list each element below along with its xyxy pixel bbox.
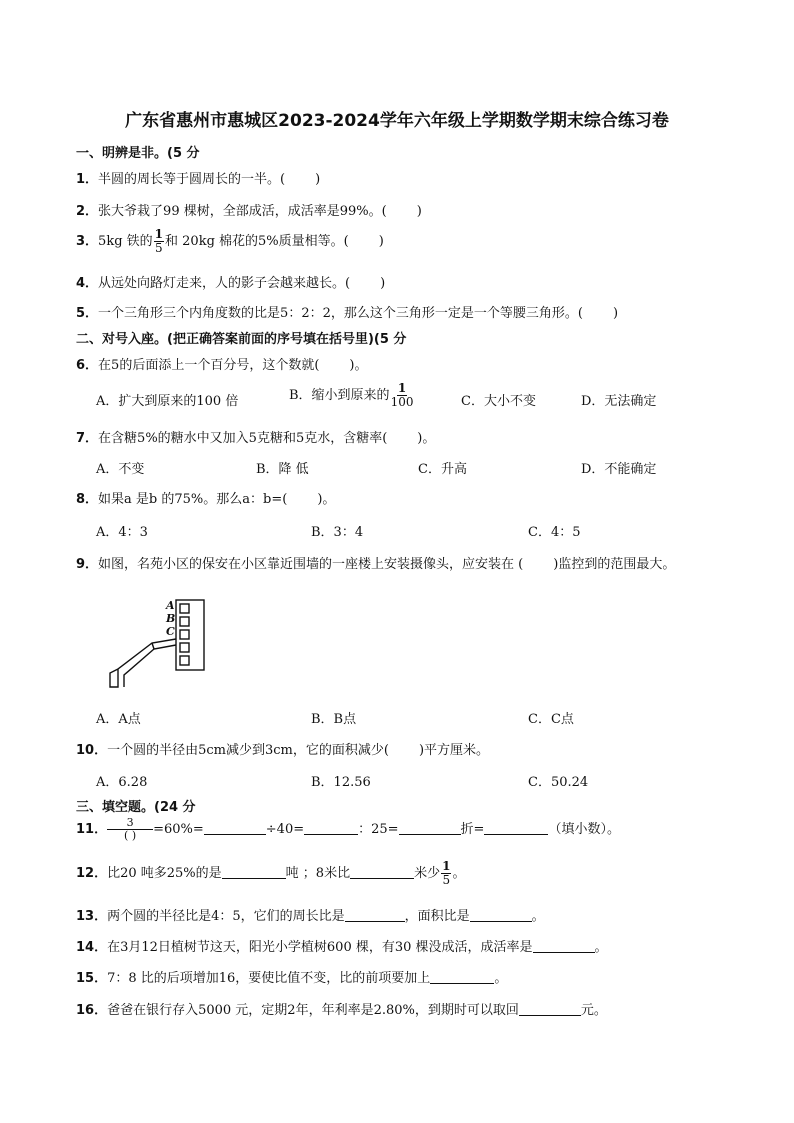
- text-part: =60%=: [153, 822, 204, 837]
- question-end: ): [378, 234, 384, 249]
- option-a: A．A点: [96, 712, 141, 727]
- section-heading-1: 一、明辨是非。(5 分: [76, 146, 200, 161]
- building-camera-figure: [100, 595, 220, 695]
- option-c: C．4：5: [528, 525, 581, 540]
- answer-blank[interactable]: [304, 822, 358, 835]
- question-text-pre: 5kg 铁的: [98, 234, 153, 249]
- point-label-b: B: [166, 612, 176, 625]
- question-9: [76, 553, 675, 572]
- option-c: C．升高: [418, 462, 467, 477]
- text-part: （填小数）。: [548, 822, 620, 837]
- question-text: 在5的后面添上一个百分号，这个数就(: [98, 358, 320, 373]
- question-number: 10．: [76, 743, 108, 758]
- fraction-numerator: 3: [107, 817, 153, 830]
- fraction-numerator: 1: [154, 227, 164, 241]
- fraction: [391, 382, 414, 409]
- text-part: 。: [594, 940, 608, 955]
- fraction-numerator: 1: [397, 381, 407, 395]
- option-a: A．不变: [96, 462, 145, 477]
- point-label-a: A: [166, 599, 175, 612]
- window: [180, 643, 189, 652]
- question-text: 张大爷栽了99 棵树，全部成活，成活率是99%。(: [98, 204, 387, 219]
- question-number: 5．: [76, 306, 99, 321]
- question-text: 一个圆的半径由5cm减少到3cm，它的面积减少(: [107, 743, 389, 758]
- question-number: 1．: [76, 172, 99, 187]
- text-part: 爸爸在银行存入5000 元，定期2年，年利率是2.80%，到期时可以取回: [107, 1003, 519, 1018]
- question-7: [76, 427, 435, 446]
- option-d: D．不能确定: [581, 462, 657, 477]
- question-end: )。: [349, 358, 368, 373]
- question-6: [76, 354, 367, 373]
- question-number: 11．: [76, 822, 108, 837]
- question-number: 4．: [76, 276, 99, 291]
- fraction-numerator: 1: [442, 859, 451, 873]
- question-number: 2．: [76, 204, 99, 219]
- answer-blank[interactable]: [484, 822, 548, 835]
- question-12: [76, 860, 465, 887]
- page-title: 广东省惠州市惠城区2023-2024学年六年级上学期数学期末综合练习卷: [125, 111, 669, 131]
- question-end: ): [416, 204, 422, 219]
- question-end: )。: [317, 492, 336, 507]
- question-number: 12．: [76, 866, 108, 881]
- answer-blank[interactable]: [519, 1003, 581, 1016]
- text-part: ，面积比是: [404, 909, 470, 924]
- window: [180, 630, 189, 639]
- question-13: [76, 905, 545, 924]
- question-15: [76, 967, 507, 986]
- question-end: )监控到的范围最大。: [553, 557, 676, 572]
- window: [180, 617, 189, 626]
- text-part: 比20 吨多25%的是: [107, 866, 222, 881]
- option-c: C．C点: [528, 712, 574, 727]
- text-part: 元。: [580, 1003, 607, 1018]
- option-a: A．6.28: [96, 775, 148, 790]
- question-text: 如图，名苑小区的保安在小区靠近围墙的一座楼上安装摄像头，应安装在 (: [98, 557, 524, 572]
- text-part: 折=: [460, 822, 485, 837]
- question-2: [76, 200, 422, 219]
- option-b: B．降 低: [256, 462, 309, 477]
- text-part: 吨 ；8米比: [285, 866, 351, 881]
- question-text: 一个三角形三个内角度数的比是5：2：2，那么这个三角形一定是一个等腰三角形。(: [98, 306, 583, 321]
- text-part: 。: [494, 971, 508, 986]
- question-14: [76, 936, 608, 955]
- window: [180, 656, 189, 665]
- text-part: 两个圆的半径比是4：5，它们的周长比是: [107, 909, 345, 924]
- question-number: 9．: [76, 557, 99, 572]
- question-end: ): [315, 172, 321, 187]
- option-c: C．50.24: [528, 775, 589, 790]
- option-b: B．B点: [311, 712, 357, 727]
- answer-blank[interactable]: [399, 822, 461, 835]
- question-16: [76, 999, 607, 1018]
- question-3: [76, 228, 384, 255]
- text-part: ：25=: [358, 822, 399, 837]
- question-number: 13．: [76, 909, 108, 924]
- option-d: D．无法确定: [581, 394, 657, 409]
- window: [180, 604, 189, 613]
- question-number: 7．: [76, 431, 99, 446]
- option-a: A．4：3: [96, 525, 148, 540]
- question-end: ): [612, 306, 619, 321]
- question-number: 14．: [76, 940, 108, 955]
- question-text: 在含糖5%的糖水中又加入5克糖和5克水，含糖率(: [98, 431, 388, 446]
- answer-blank[interactable]: [345, 909, 405, 922]
- question-11: [76, 817, 620, 842]
- question-8: [76, 488, 335, 507]
- answer-blank[interactable]: [430, 971, 494, 984]
- section-heading-3: 三、填空题。(24 分: [76, 800, 196, 815]
- question-5: [76, 302, 618, 321]
- option-b-text: B．缩小到原来的: [289, 388, 390, 403]
- question-number: 3．: [76, 234, 99, 249]
- question-end: )平方厘米。: [418, 743, 490, 758]
- answer-blank[interactable]: [470, 909, 532, 922]
- fraction-denominator: ( ): [124, 829, 137, 842]
- fraction: [441, 860, 451, 887]
- answer-blank[interactable]: [222, 866, 286, 879]
- answer-blank[interactable]: [204, 822, 266, 835]
- answer-blank[interactable]: [533, 940, 595, 953]
- fraction-denominator: 100: [390, 395, 414, 409]
- text-part: ÷40=: [265, 822, 305, 837]
- fraction: [108, 817, 152, 842]
- question-1: [76, 168, 320, 187]
- text-part: 米少: [414, 866, 441, 881]
- question-text: 半圆的周长等于圆周长的一半。(: [98, 172, 286, 187]
- option-b: [289, 382, 414, 409]
- fraction-denominator: 5: [442, 873, 451, 887]
- text-part: 7：8 比的后项增加16，要使比值不变，比的前项要加上: [107, 971, 431, 986]
- text-part: 在3月12日植树节这天，阳光小学植树600 棵，有30 棵没成活，成活率是: [107, 940, 533, 955]
- fraction-denominator: 5: [155, 241, 163, 255]
- question-number: 6．: [76, 358, 99, 373]
- option-c: C．大小不变: [461, 394, 536, 409]
- fraction: [154, 228, 164, 255]
- question-number: 16．: [76, 1003, 108, 1018]
- option-b: B．3：4: [311, 525, 364, 540]
- text-part: 。: [452, 866, 466, 881]
- question-10: [76, 739, 489, 758]
- point-label-c: C: [166, 625, 175, 638]
- answer-blank[interactable]: [350, 866, 414, 879]
- question-text: 如果a 是b 的75%。那么a：b=(: [98, 492, 288, 507]
- question-text-post: 和 20kg 棉花的5%质量相等。(: [165, 234, 349, 249]
- section-heading-2: 二、对号入座。(把正确答案前面的序号填在括号里)(5 分: [76, 332, 407, 347]
- wall-edge: [152, 643, 154, 649]
- question-number: 15．: [76, 971, 108, 986]
- question-4: [76, 272, 385, 291]
- question-end: ): [380, 276, 386, 291]
- text-part: 。: [531, 909, 545, 924]
- option-a: A．扩大到原来的100 倍: [96, 394, 239, 409]
- question-number: 8．: [76, 492, 99, 507]
- question-text: 从远处向路灯走来，人的影子会越来越长。(: [98, 276, 351, 291]
- option-b: B．12.56: [311, 775, 371, 790]
- question-end: )。: [417, 431, 436, 446]
- wall-outline-lower: [124, 645, 176, 687]
